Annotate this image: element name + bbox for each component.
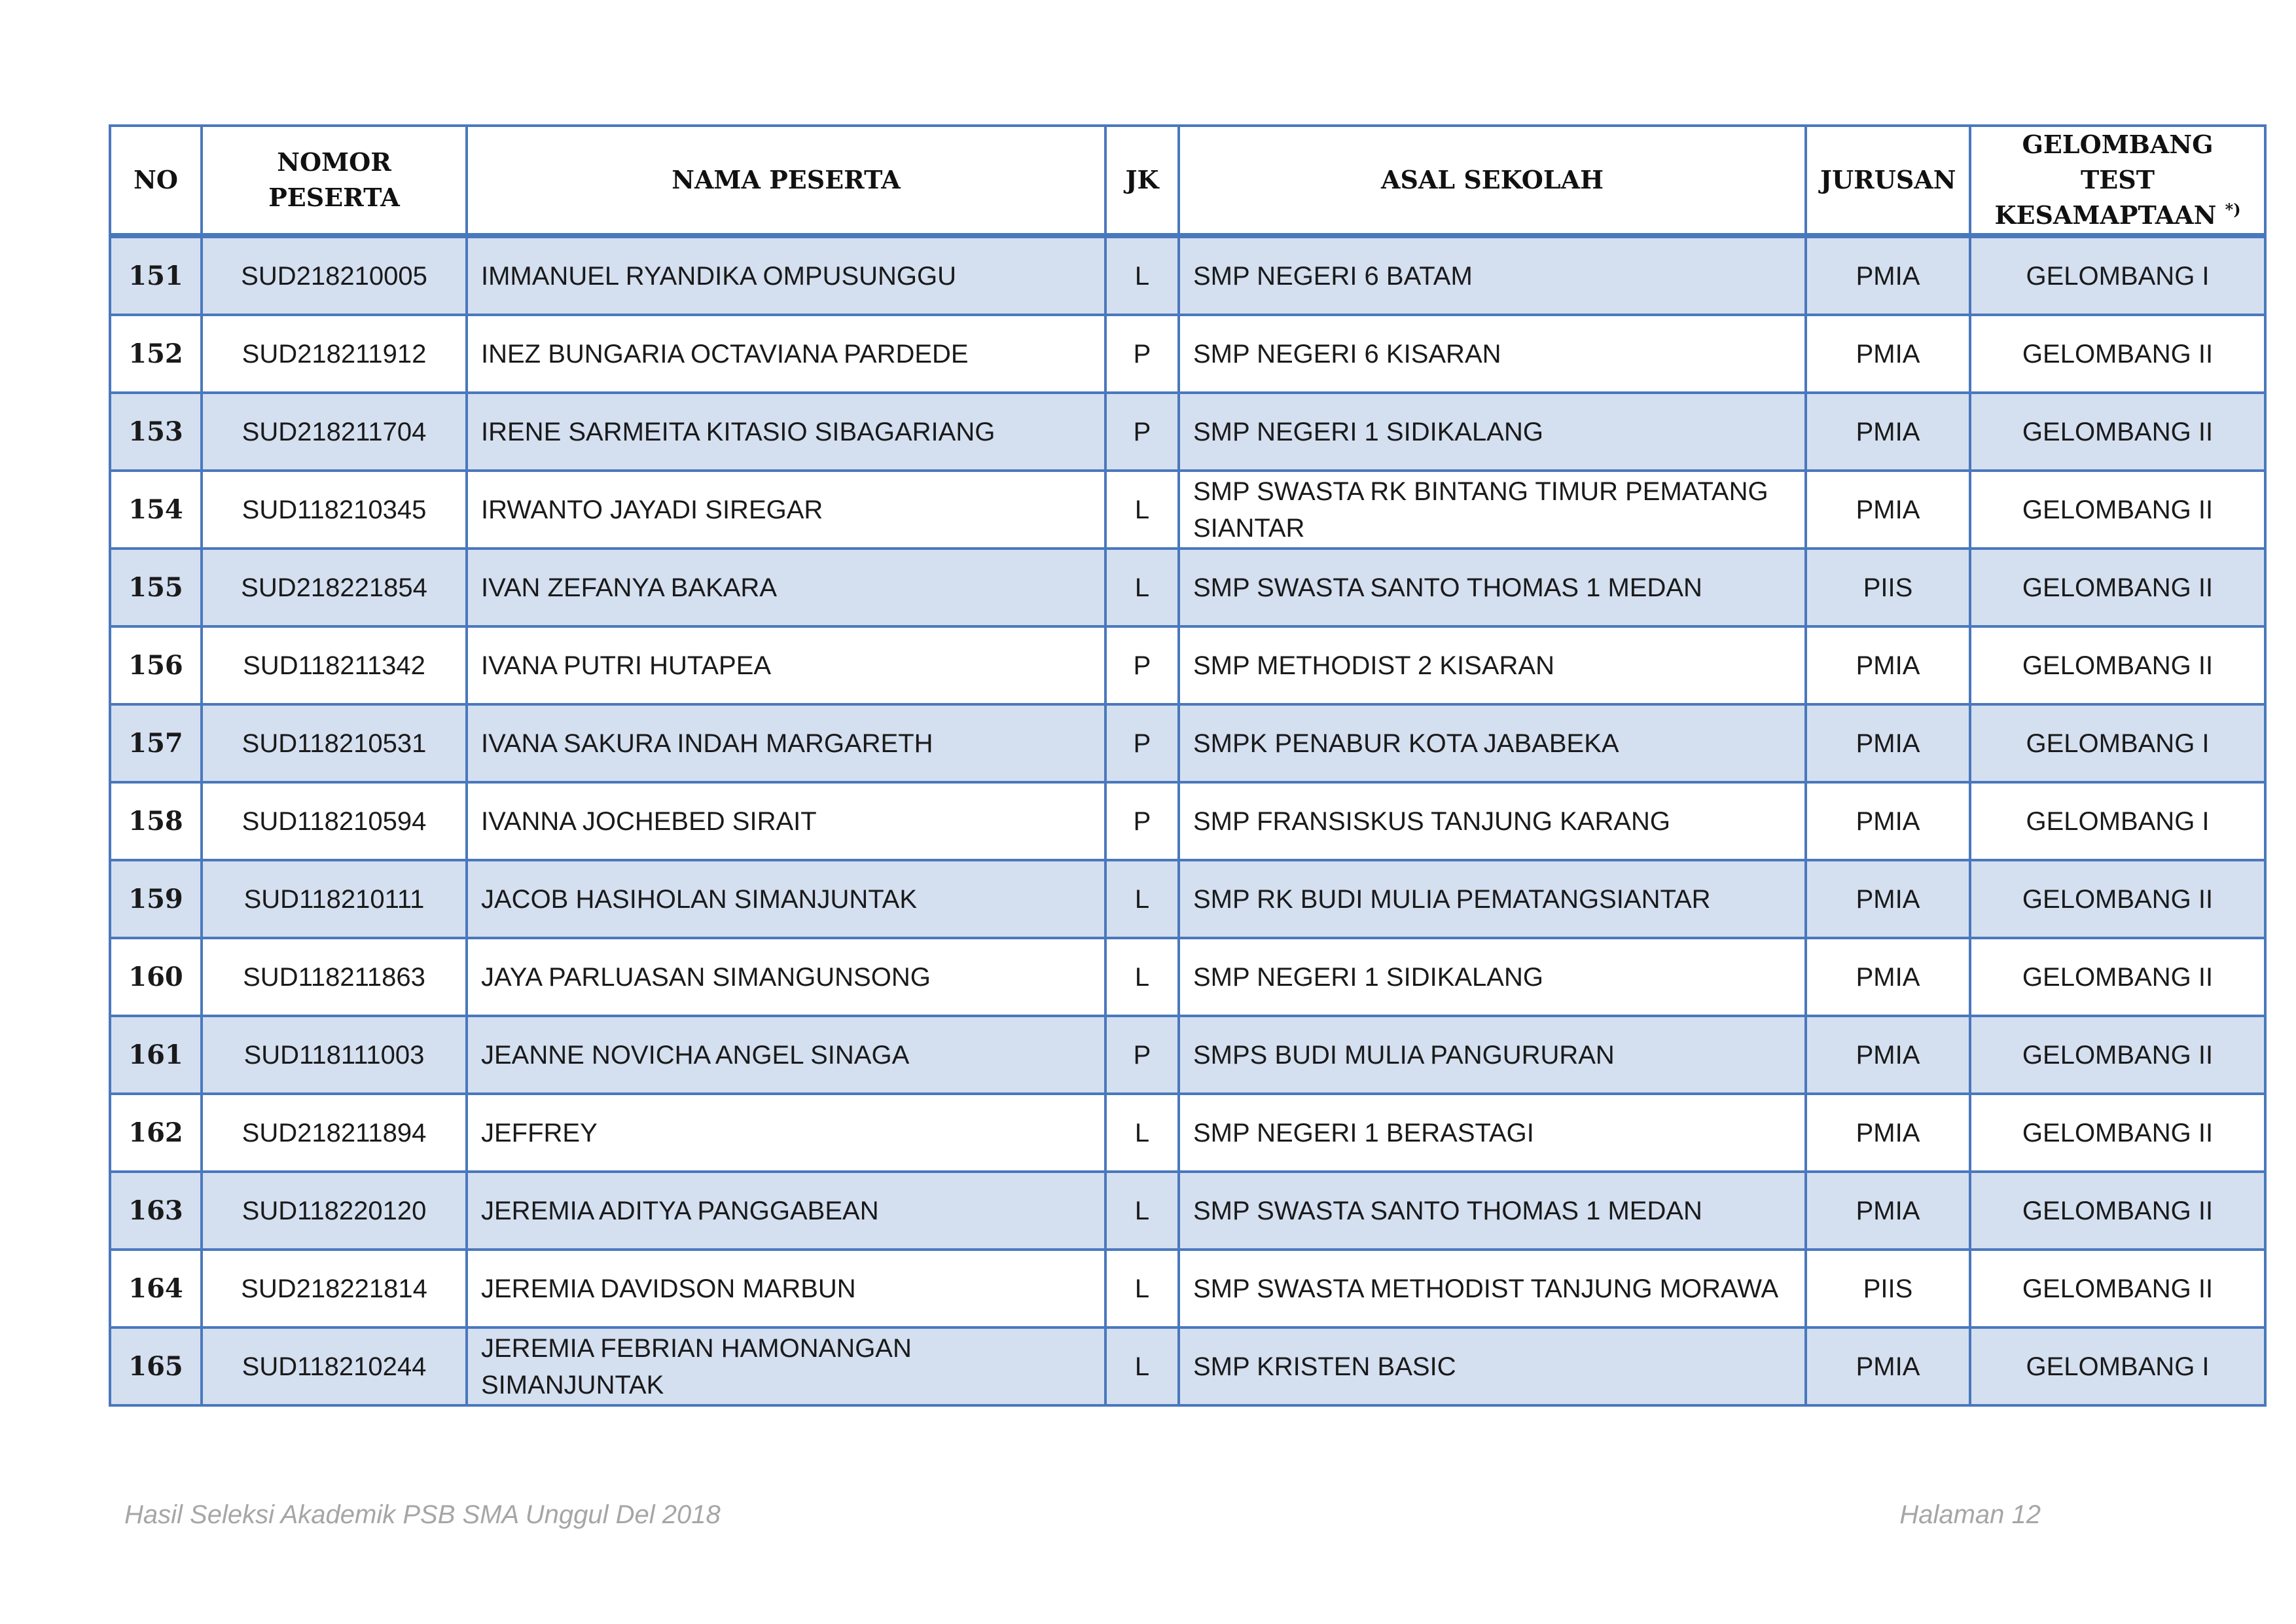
- cell-nomor-peserta: SUD218211704: [202, 393, 467, 471]
- cell-no: 151: [110, 236, 202, 315]
- table-row: [110, 315, 2265, 393]
- cell-jk: L: [1105, 471, 1179, 549]
- cell-nama-peserta: INEZ BUNGARIA OCTAVIANA PARDEDE: [467, 315, 1105, 393]
- cell-nama-peserta: IVANA SAKURA INDAH MARGARETH: [467, 704, 1105, 782]
- cell-asal-sekolah: SMP SWASTA METHODIST TANJUNG MORAWA: [1179, 1250, 1806, 1327]
- header-nomor-line1: NOMOR: [277, 147, 391, 177]
- cell-jurusan: PMIA: [1806, 938, 1970, 1016]
- cell-gelombang: GELOMBANG II: [1970, 1172, 2265, 1250]
- footer-page-number: Halaman 12: [1899, 1500, 2041, 1529]
- cell-nomor-peserta: SUD118210531: [202, 704, 467, 782]
- cell-jurusan: PMIA: [1806, 1172, 1970, 1250]
- cell-nomor-peserta: SUD118210594: [202, 782, 467, 860]
- header-sekolah-label: ASAL SEKOLAH: [1381, 165, 1604, 194]
- cell-no: 165: [110, 1327, 202, 1405]
- footer-document-title: Hasil Seleksi Akademik PSB SMA Unggul Del 2018: [124, 1500, 721, 1529]
- cell-jurusan: PMIA: [1806, 393, 1970, 471]
- table-body: [110, 236, 2265, 1405]
- cell-asal-sekolah: SMP NEGERI 6 BATAM: [1179, 236, 1806, 315]
- cell-gelombang: GELOMBANG II: [1970, 626, 2265, 704]
- cell-asal-sekolah: SMP NEGERI 1 SIDIKALANG: [1179, 938, 1806, 1016]
- cell-jurusan: PMIA: [1806, 315, 1970, 393]
- cell-jk: L: [1105, 549, 1179, 626]
- cell-nomor-peserta: SUD118210345: [202, 471, 467, 549]
- cell-nama-peserta: JEFFREY: [467, 1094, 1105, 1172]
- cell-jk: L: [1105, 1327, 1179, 1405]
- cell-nama-peserta: IMMANUEL RYANDIKA OMPUSUNGGU: [467, 236, 1105, 315]
- cell-no: 157: [110, 704, 202, 782]
- cell-asal-sekolah: SMP KRISTEN BASIC: [1179, 1327, 1806, 1405]
- table-row: [110, 393, 2265, 471]
- cell-jk: P: [1105, 704, 1179, 782]
- cell-nomor-peserta: SUD218211912: [202, 315, 467, 393]
- cell-nama-peserta: IVANA PUTRI HUTAPEA: [467, 626, 1105, 704]
- table-row: [110, 1250, 2265, 1327]
- cell-gelombang: GELOMBANG II: [1970, 1016, 2265, 1094]
- table-row: [110, 938, 2265, 1016]
- cell-gelombang: GELOMBANG II: [1970, 315, 2265, 393]
- header-gelombang-note: *): [2225, 200, 2241, 219]
- cell-asal-sekolah: SMP SWASTA SANTO THOMAS 1 MEDAN: [1179, 549, 1806, 626]
- cell-gelombang: GELOMBANG I: [1970, 236, 2265, 315]
- table-row: [110, 236, 2265, 315]
- table-row: [110, 626, 2265, 704]
- cell-nama-peserta: JEREMIA DAVIDSON MARBUN: [467, 1250, 1105, 1327]
- cell-jurusan: PMIA: [1806, 1094, 1970, 1172]
- header-nomor-peserta: [202, 126, 467, 236]
- results-table: [109, 124, 2267, 1407]
- cell-asal-sekolah: SMP NEGERI 1 SIDIKALANG: [1179, 393, 1806, 471]
- cell-asal-sekolah: SMP FRANSISKUS TANJUNG KARANG: [1179, 782, 1806, 860]
- cell-jurusan: PMIA: [1806, 626, 1970, 704]
- cell-jurusan: PMIA: [1806, 704, 1970, 782]
- cell-no: 161: [110, 1016, 202, 1094]
- header-asal-sekolah: [1179, 126, 1806, 236]
- cell-jk: P: [1105, 315, 1179, 393]
- cell-no: 160: [110, 938, 202, 1016]
- table-row: [110, 549, 2265, 626]
- header-nama-peserta: [467, 126, 1105, 236]
- table-row: [110, 704, 2265, 782]
- cell-jurusan: PMIA: [1806, 236, 1970, 315]
- table-row: [110, 1327, 2265, 1405]
- cell-gelombang: GELOMBANG II: [1970, 471, 2265, 549]
- cell-asal-sekolah: SMP NEGERI 1 BERASTAGI: [1179, 1094, 1806, 1172]
- cell-jk: L: [1105, 1094, 1179, 1172]
- table-row: [110, 860, 2265, 938]
- cell-nomor-peserta: SUD118211863: [202, 938, 467, 1016]
- header-row: [110, 126, 2265, 236]
- cell-asal-sekolah: SMP NEGERI 6 KISARAN: [1179, 315, 1806, 393]
- cell-nama-peserta: IRENE SARMEITA KITASIO SIBAGARIANG: [467, 393, 1105, 471]
- cell-nama-peserta: JEREMIA FEBRIAN HAMONANGAN SIMANJUNTAK: [467, 1327, 1105, 1405]
- table-row: [110, 782, 2265, 860]
- cell-gelombang: GELOMBANG I: [1970, 704, 2265, 782]
- cell-no: 164: [110, 1250, 202, 1327]
- cell-gelombang: GELOMBANG II: [1970, 549, 2265, 626]
- header-gelombang-line1: GELOMBANG TEST: [2022, 130, 2214, 194]
- cell-no: 162: [110, 1094, 202, 1172]
- cell-no: 154: [110, 471, 202, 549]
- cell-nomor-peserta: SUD218221814: [202, 1250, 467, 1327]
- table-row: [110, 471, 2265, 549]
- cell-nomor-peserta: SUD118220120: [202, 1172, 467, 1250]
- header-no-label: NO: [134, 165, 178, 194]
- cell-jurusan: PMIA: [1806, 860, 1970, 938]
- cell-nama-peserta: IVANNA JOCHEBED SIRAIT: [467, 782, 1105, 860]
- cell-nomor-peserta: SUD218210005: [202, 236, 467, 315]
- cell-no: 155: [110, 549, 202, 626]
- cell-gelombang: GELOMBANG II: [1970, 1094, 2265, 1172]
- cell-jurusan: PIIS: [1806, 549, 1970, 626]
- cell-no: 159: [110, 860, 202, 938]
- header-jurusan: [1806, 126, 1970, 236]
- cell-jk: L: [1105, 1172, 1179, 1250]
- cell-jk: L: [1105, 1250, 1179, 1327]
- table-row: [110, 1094, 2265, 1172]
- cell-jk: P: [1105, 393, 1179, 471]
- cell-nama-peserta: JACOB HASIHOLAN SIMANJUNTAK: [467, 860, 1105, 938]
- cell-no: 156: [110, 626, 202, 704]
- cell-no: 153: [110, 393, 202, 471]
- header-jurusan-label: JURUSAN: [1820, 165, 1956, 194]
- cell-asal-sekolah: SMPK PENABUR KOTA JABABEKA: [1179, 704, 1806, 782]
- header-no: [110, 126, 202, 236]
- cell-jk: P: [1105, 1016, 1179, 1094]
- header-gelombang-line2: KESAMAPTAAN: [1994, 200, 2217, 230]
- header-gelombang: [1970, 126, 2265, 236]
- cell-gelombang: GELOMBANG I: [1970, 782, 2265, 860]
- cell-jurusan: PMIA: [1806, 1327, 1970, 1405]
- header-jk-label: JK: [1125, 165, 1159, 194]
- cell-jk: P: [1105, 782, 1179, 860]
- table-header: [110, 126, 2265, 236]
- header-nomor-line2: PESERTA: [268, 183, 400, 212]
- header-nama-label: NAMA PESERTA: [672, 165, 901, 194]
- cell-nama-peserta: IRWANTO JAYADI SIREGAR: [467, 471, 1105, 549]
- cell-nomor-peserta: SUD218221854: [202, 549, 467, 626]
- cell-asal-sekolah: SMP METHODIST 2 KISARAN: [1179, 626, 1806, 704]
- cell-asal-sekolah: SMPS BUDI MULIA PANGURURAN: [1179, 1016, 1806, 1094]
- cell-jk: L: [1105, 938, 1179, 1016]
- cell-nama-peserta: IVAN ZEFANYA BAKARA: [467, 549, 1105, 626]
- cell-jurusan: PIIS: [1806, 1250, 1970, 1327]
- cell-asal-sekolah: SMP SWASTA RK BINTANG TIMUR PEMATANG SIANTAR: [1179, 471, 1806, 549]
- cell-jurusan: PMIA: [1806, 1016, 1970, 1094]
- cell-nomor-peserta: SUD218211894: [202, 1094, 467, 1172]
- cell-jk: P: [1105, 626, 1179, 704]
- cell-jk: L: [1105, 860, 1179, 938]
- cell-nomor-peserta: SUD118111003: [202, 1016, 467, 1094]
- cell-gelombang: GELOMBANG II: [1970, 393, 2265, 471]
- cell-jk: L: [1105, 236, 1179, 315]
- cell-no: 152: [110, 315, 202, 393]
- cell-gelombang: GELOMBANG II: [1970, 1250, 2265, 1327]
- cell-nama-peserta: JAYA PARLUASAN SIMANGUNSONG: [467, 938, 1105, 1016]
- cell-gelombang: GELOMBANG II: [1970, 860, 2265, 938]
- header-jk: [1105, 126, 1179, 236]
- cell-gelombang: GELOMBANG I: [1970, 1327, 2265, 1405]
- cell-nomor-peserta: SUD118210244: [202, 1327, 467, 1405]
- cell-asal-sekolah: SMP SWASTA SANTO THOMAS 1 MEDAN: [1179, 1172, 1806, 1250]
- cell-nomor-peserta: SUD118210111: [202, 860, 467, 938]
- cell-nama-peserta: JEANNE NOVICHA ANGEL SINAGA: [467, 1016, 1105, 1094]
- cell-no: 158: [110, 782, 202, 860]
- cell-nama-peserta: JEREMIA ADITYA PANGGABEAN: [467, 1172, 1105, 1250]
- cell-no: 163: [110, 1172, 202, 1250]
- cell-jurusan: PMIA: [1806, 471, 1970, 549]
- cell-asal-sekolah: SMP RK BUDI MULIA PEMATANGSIANTAR: [1179, 860, 1806, 938]
- table-row: [110, 1016, 2265, 1094]
- table-row: [110, 1172, 2265, 1250]
- cell-jurusan: PMIA: [1806, 782, 1970, 860]
- cell-gelombang: GELOMBANG II: [1970, 938, 2265, 1016]
- cell-nomor-peserta: SUD118211342: [202, 626, 467, 704]
